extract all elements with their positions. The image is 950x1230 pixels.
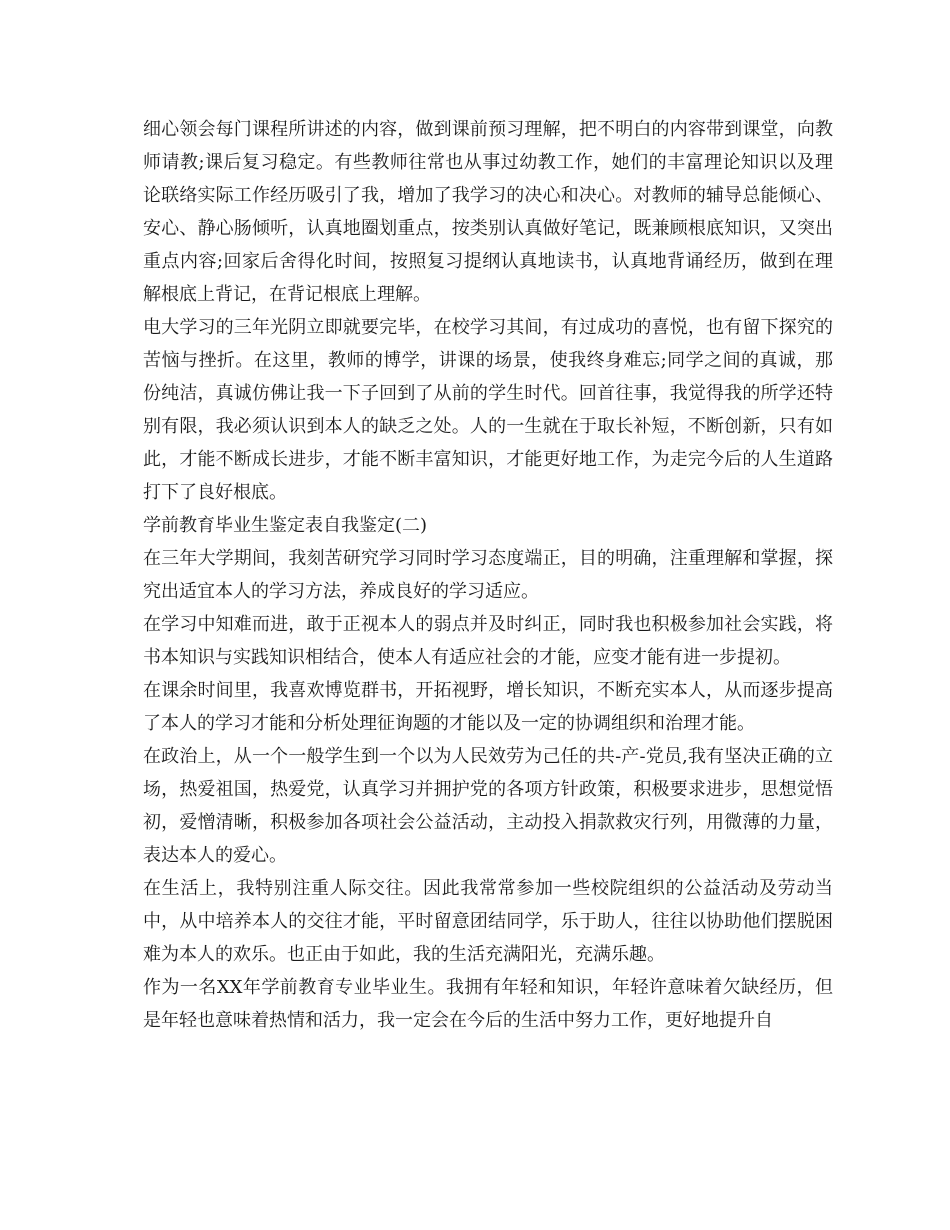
paragraph-politics: 在政治上，从一个一般学生到一个以为人民效劳为己任的共-产-党员,我有坚决正确的立场，热爱祖国，热爱党，认真学习并拥护党的各项方针政策，积极要求进步，思想觉悟初，爱憎清晰，积极参加各项社会公益活动，主动投入捐款救灾行列，用微薄的力量，表达本人的爱心。 [143,746,833,866]
section-heading: 学前教育毕业生鉴定表自我鉴定(二) [143,515,428,536]
paragraph-university: 在三年大学期间，我刻苦研究学习同时学习态度端正，目的明确，注重理解和掌握，探究出适宜本人的学习方法，养成良好的学习适应。 [143,548,833,602]
paragraph-life: 在生活上，我特别注重人际交往。因此我常常参加一些校院组织的公益活动及劳动当中，从中培养本人的交往才能，平时留意团结同学，乐于助人，往往以协助他们摆脱困难为本人的欢乐。也正由于如此，我的生活充满阳光，充满乐趣。 [143,878,833,965]
paragraph-learning: 在学习中知难而进，敢于正视本人的弱点并及时纠正，同时我也积极参加社会实践，将书本知识与实践知识相结合，使本人有适应社会的才能，应变才能有进一步提初。 [143,614,833,668]
document-body [143,113,833,1037]
paragraph-spare-time: 在课余时间里，我喜欢博览群书，开拓视野，增长知识，不断充实本人，从而逐步提高了本人的学习才能和分析处理征询题的才能以及一定的协调组织和治理才能。 [143,680,833,734]
paragraph-study-method: 细心领会每门课程所讲述的内容，做到课前预习理解，把不明白的内容带到课堂，向教师请教;课后复习稳定。有些教师往常也从事过幼教工作，她们的丰富理论知识以及理论联络实际工作经历吸引了我，增加了我学习的决心和决心。对教师的辅导总能倾心、安心、静心肠倾听，认真地圈划重点，按类别认真做好笔记，既兼顾根底知识，又突出重点内容;回家后舍得化时间，按照复习提纲认真地读书，认真地背诵经历，做到在理解根底上背记，在背记根底上理解。 [143,119,833,305]
paragraph-graduate: 作为一名XX年学前教育专业毕业生。我拥有年轻和知识，年轻许意味着欠缺经历，但是年轻也意味着热情和活力，我一定会在今后的生活中努力工作，更好地提升自 [143,977,833,1031]
paragraph-three-years: 电大学习的三年光阴立即就要完毕，在校学习其间，有过成功的喜悦，也有留下探究的苦恼与挫折。在这里，教师的博学，讲课的场景，使我终身难忘;同学之间的真诚，那份纯洁，真诚仿佛让我一下子回到了从前的学生时代。回首往事，我觉得我的所学还特别有限，我必须认识到本人的缺乏之处。人的一生就在于取长补短，不断创新，只有如此，才能不断成长进步，才能不断丰富知识，才能更好地工作，为走完今后的人生道路打下了良好根底。 [143,317,833,503]
